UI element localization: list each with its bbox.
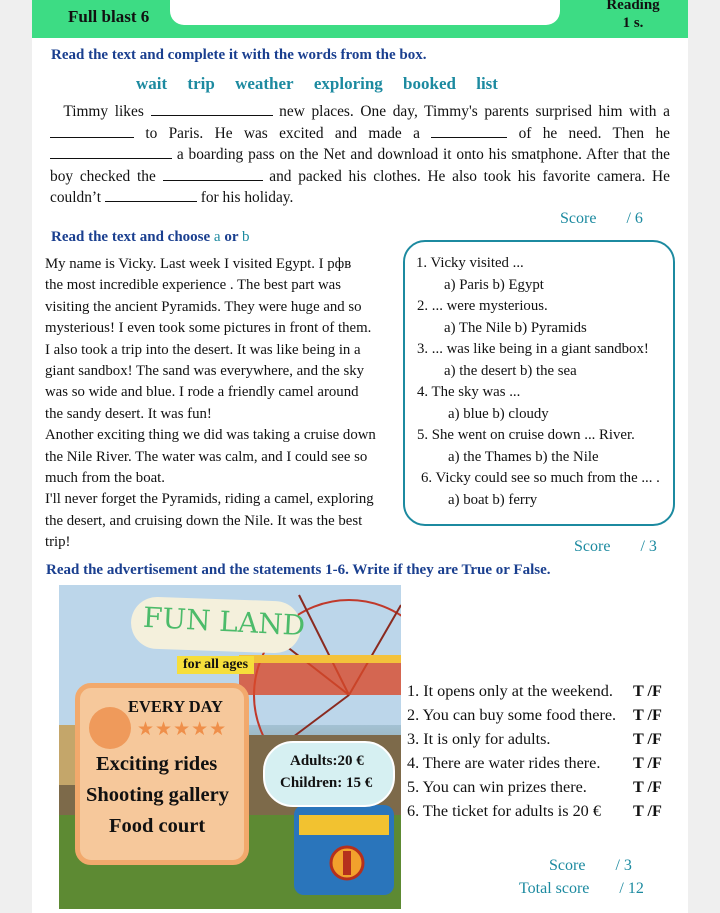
fun-land-advertisement	[59, 585, 401, 909]
question: 6. Vicky could see so much from the ... .	[421, 470, 660, 486]
statement-row	[407, 706, 662, 725]
rating-stars: ★★★★★	[137, 719, 228, 740]
score-label: Score	[560, 210, 597, 227]
answer-options[interactable]: a) the desert b) the sea	[444, 363, 577, 379]
blank-1[interactable]	[151, 102, 273, 116]
true-false-choice[interactable]: T /F	[633, 730, 662, 748]
task2-instruction	[51, 229, 249, 246]
question: 4. The sky was ...	[417, 384, 521, 400]
question: 3. ... was like being in a giant sandbox!	[417, 341, 649, 357]
story-line: the sandy desert. It was fun!	[45, 405, 212, 422]
text-segment: a boarding pass on the Net and download it onto his smatphone. After that the boy checked the	[50, 146, 670, 185]
story-line: the Nile River. The water was calm, and I could see so	[45, 448, 368, 465]
text-segment: of he need. Then he	[518, 124, 670, 142]
task2-score	[574, 538, 657, 556]
feature-item: Food court	[109, 815, 206, 837]
story-line: the most incredible experience . The best part was	[45, 277, 341, 294]
story-line: the desert, and cruising down the Nile. It was the best	[45, 512, 363, 529]
answer-options[interactable]: a) The Nile b) Pyramids	[444, 320, 587, 336]
answer-options[interactable]: a) Paris b) Egypt	[444, 277, 544, 293]
feature-item: Exciting rides	[96, 753, 218, 775]
blank-3[interactable]	[431, 124, 507, 138]
question: 2. ... were mysterious.	[417, 298, 548, 314]
text-segment: for his holiday.	[200, 189, 294, 207]
story-line: mysterious! I even took some pictures in front of them.	[45, 320, 372, 337]
true-false-choice[interactable]: T /F	[633, 778, 662, 796]
answer-options[interactable]: a) blue b) cloudy	[448, 406, 549, 422]
story-line: giant sandbox! The sand was everywhere, and the sky	[45, 363, 364, 380]
total-score-label: Total score	[519, 880, 590, 897]
task3-score	[549, 857, 632, 875]
statement-text: 4. There are water rides there.	[407, 754, 601, 772]
header-bar	[32, 0, 688, 38]
story-line: was so wide and blue. I rode a friendly camel around	[45, 384, 359, 401]
statement-text: 5. You can win prizes there.	[407, 778, 587, 796]
story-line: Another exciting thing we did was taking a cruise down	[45, 427, 376, 444]
section-label	[600, 0, 666, 32]
statement-row	[407, 754, 662, 773]
option-b-label: b	[241, 229, 250, 245]
every-day-label: EVERY DAY	[128, 697, 223, 716]
instruction-text: or	[224, 229, 239, 245]
price-adults: Adults:20 €	[290, 753, 364, 769]
task1-score	[560, 210, 643, 228]
true-false-choice[interactable]: T /F	[633, 754, 662, 772]
option-a-label: a	[213, 229, 221, 245]
total-score	[519, 880, 644, 898]
statement-text: 3. It is only for adults.	[407, 730, 551, 748]
score-max: / 6	[626, 210, 643, 227]
statement-row	[407, 802, 662, 821]
story-line: much from the boat.	[45, 470, 165, 487]
statement-text: 1. It opens only at the weekend.	[407, 682, 613, 700]
text-segment: to Paris. He was excited and made a	[145, 124, 420, 142]
statement-row	[407, 730, 662, 749]
true-false-choice[interactable]: T /F	[633, 706, 662, 724]
instruction-text: Read the text and choose	[51, 229, 211, 245]
blank-2[interactable]	[50, 124, 134, 138]
section-name: Reading	[606, 0, 660, 13]
score-max: / 3	[615, 857, 632, 874]
price-bubble	[263, 741, 395, 807]
page-number: 1 s.	[622, 15, 644, 31]
statement-text: 2. You can buy some food there.	[407, 706, 617, 724]
statement-row	[407, 682, 662, 701]
story-line: I also took a trip into the desert. It was like being in a	[45, 341, 361, 358]
price-children: Children: 15 €	[280, 775, 373, 791]
word: booked	[403, 74, 456, 93]
statement-text: 6. The ticket for adults is 20 €	[407, 802, 601, 820]
question: 1. Vicky visited ...	[416, 255, 524, 271]
true-false-choice[interactable]: T /F	[633, 682, 662, 700]
decorative-circle	[89, 707, 131, 749]
worksheet-title: Full blast 6	[68, 7, 150, 26]
blank-5[interactable]	[163, 167, 263, 181]
score-max: / 3	[640, 538, 657, 555]
ad-title: FUN LAND	[142, 600, 306, 643]
age-tag: for all ages	[177, 656, 254, 674]
answer-options[interactable]: a) the Thames b) the Nile	[448, 449, 599, 465]
score-label: Score	[574, 538, 611, 555]
blank-6[interactable]	[105, 188, 197, 202]
name-field[interactable]	[170, 0, 560, 25]
total-score-max: / 12	[619, 880, 644, 897]
story-line: trip!	[45, 534, 71, 551]
task3-instruction: Read the advertisement and the statements 1-6. Write if they are True or False.	[46, 562, 551, 578]
story-line: My name is Vicky. Last week I visited Egypt. I рфв	[45, 256, 352, 272]
task1-instruction: Read the text and complete it with the words from the box.	[51, 47, 427, 63]
score-label: Score	[549, 857, 586, 874]
answer-options[interactable]: a) boat b) ferry	[448, 492, 538, 508]
reading-story	[45, 254, 395, 554]
statement-row	[407, 778, 662, 797]
word: exploring	[313, 74, 383, 93]
word-box	[136, 74, 514, 94]
text-segment: new places. One day, Timmy's parents surprised him with a	[279, 103, 670, 120]
blank-4[interactable]	[50, 145, 172, 159]
story-line: visiting the ancient Pyramids. They were huge and so	[45, 298, 362, 315]
text-segment: and packed his clothes. He also took his favorite camera. He couldn’t	[50, 167, 670, 207]
story-line: I'll never forget the Pyramids, riding a camel, exploring	[45, 491, 374, 508]
word: trip	[187, 74, 215, 93]
text-segment: Timmy likes	[63, 103, 144, 120]
feature-item: Shooting gallery	[86, 784, 229, 806]
word: list	[476, 74, 498, 93]
question: 5. She went on cruise down ... River.	[417, 427, 635, 443]
word: weather	[235, 74, 294, 93]
word: wait	[136, 74, 168, 93]
true-false-choice[interactable]: T /F	[633, 802, 662, 820]
gap-fill-text	[50, 101, 670, 209]
